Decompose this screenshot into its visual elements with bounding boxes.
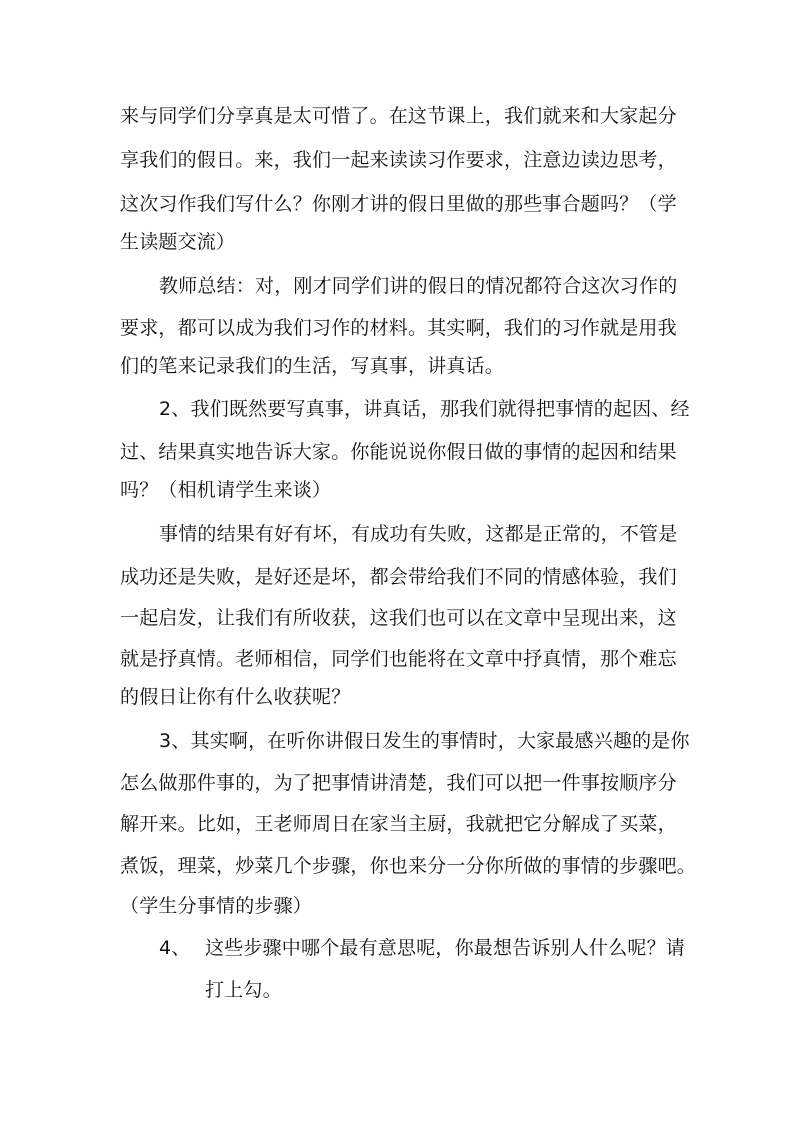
paragraph-line: 要求，都可以成为我们习作的材料。其实啊，我们的习作就是用我 [120,317,677,339]
paragraph-line: 2、我们既然要写真事，讲真话，那我们就得把事情的起因、经 [159,398,690,420]
paragraph-line: 解开来。比如，王老师周日在家当主厨，我就把它分解成了买菜， [120,813,677,835]
paragraph-line: 享我们的假日。来，我们一起来读读习作要求，注意边读边思考， [120,149,677,171]
paragraph-line: 一起启发，让我们有所收获，这我们也可以在文章中呈现出来，这 [120,607,677,629]
paragraph-line: 事情的结果有好有坏，有成功有失败，这都是正常的，不管是 [159,523,678,545]
paragraph-line: 成功还是失败，是好还是坏，都会带给我们不同的情感体验，我们 [120,566,677,588]
paragraph-line: 生读题交流） [120,231,236,253]
paragraph-line: 就是抒真情。老师相信，同学们也能将在文章中抒真情，那个难忘 [120,648,677,670]
paragraph-line: 来与同学们分享真是太可惜了。在这节课上，我们就来和大家起分 [120,105,677,127]
paragraph-line: 们的笔来记录我们的生活，写真事，讲真话。 [120,355,505,377]
paragraph-line: 怎么做那件事的，为了把事情讲清楚，我们可以把一件事按顺序分 [120,772,677,794]
paragraph-line: 这些步骤中哪个最有意思呢，你最想告诉别人什么呢？请 [205,937,686,959]
paragraph-line: 这次习作我们写什么？你刚才讲的假日里做的那些事合题吗？（学 [120,193,677,215]
paragraph-line: 的假日让你有什么收获呢？ [120,686,351,708]
paragraph-line: 吗？（相机请学生来谈） [120,479,332,501]
paragraph-line: （学生分事情的步骤） [120,895,313,917]
paragraph-line: 3、其实啊，在听你讲假日发生的事情时，大家最感兴趣的是你 [159,730,690,752]
paragraph-line: 打上勾。 [205,979,282,1001]
paragraph-line: 煮饭，理菜，炒菜几个步骤，你也来分一分你所做的事情的步骤吧。 [120,855,697,877]
paragraph-line: 过、结果真实地告诉大家。你能说说你假日做的事情的起因和结果 [120,441,677,463]
paragraph-line: 教师总结：对，刚才同学们讲的假日的情况都符合这次习作的 [159,275,678,297]
list-number: 4、 [159,937,191,959]
